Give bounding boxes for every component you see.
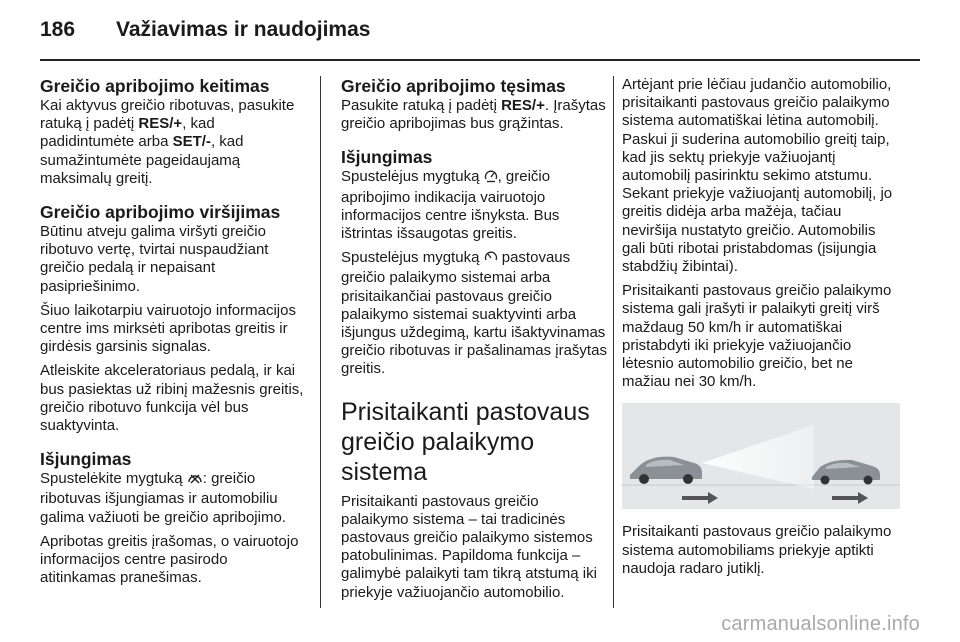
paragraph: Apribotas greitis įrašomas, o vairuotojo informacijos centre pasirodo atitinkamas pranešimas.: [40, 532, 299, 587]
watermark: carmanualsonline.info: [721, 613, 920, 635]
cruise-control-icon: [484, 250, 498, 269]
radar-illustration: [622, 403, 900, 509]
page-number: 186: [40, 18, 76, 41]
speed-limiter-icon: [484, 169, 498, 188]
car-rear-icon: [630, 457, 702, 484]
section-heading: Greičio apribojimo tęsimas: [341, 76, 566, 96]
paragraph: Prisitaikanti pastovaus greičio palaikymo sistema gali įrašyti ir palaikyti greitį virš maždaug 50 km/h ir automatiškai pristabdyti iki priekyje važiuojančio lėtesnio automobilio greičio, bet ne mažiau nei 30 km/h.: [622, 282, 892, 391]
paragraph: Spustelėjus mygtuką pastovaus greičio palaikymo sistemai arba prisitaikančiai pastovaus greičio palaikymo sistemai suaktyvinti arba išjungus uždegimą, kartu išaktyvinamas greičio ribotuvas ir pašalinamas įrašytas greitis.: [341, 249, 607, 378]
section-heading: Greičio apribojimo keitimas: [40, 76, 270, 96]
paragraph: Pasukite ratuką į padėtį RES/+. Įrašytas greičio apribojimas bus grąžintas.: [341, 97, 606, 133]
section-heading: Išjungimas: [341, 147, 433, 168]
car-front-icon: [812, 460, 880, 485]
speedometer-cancel-icon: [187, 471, 203, 490]
paragraph: Spustelėjus mygtuką , greičio apribojimo indikacija vairuotojo informacijos centre išnyksta. Bus ištrintas išsaugotas greitis.: [341, 168, 560, 243]
column-1: [40, 76, 306, 593]
paragraph: Artėjant prie lėčiau judančio automobilio, prisitaikanti pastovaus greičio palaikymo sistema automatiškai lėtina automobilį. Paskui ji suderina automobilio greitį taip, kad jis sektų priekyje važiuojantį automobilį pasirinktu sekimo atstumu. Sekant priekyje važiuojantį automobilį, jo greitis didėja arba mažėja, tačiau neviršija nustatyto greičio. Automobilis gali būti ribotai pristabdomas (įsijungia stabdžių žibintai).: [622, 76, 893, 276]
section-heading: Greičio apribojimo viršijimas: [40, 202, 281, 223]
paragraph: Atleiskite akceleratoriaus pedalą, ir kai bus pasiektas už ribinį mažesnis greitis, greičio ribotuvo funkcija vėl bus suaktyvinta.: [40, 362, 304, 435]
paragraph: Prisitaikanti pastovaus greičio palaikymo sistema automobiliams priekyje aptikti naudoja radaro jutiklį.: [622, 523, 892, 577]
page-title: Važiavimas ir naudojimas: [116, 18, 371, 41]
page-header: [40, 18, 370, 48]
arrow-right-icon: [682, 492, 718, 504]
column-2: [341, 76, 607, 608]
section-heading: Išjungimas: [40, 449, 132, 470]
paragraph: Spustelėkite mygtuką : greičio ribotuvas išjungiamas ir automobiliu galima važiuoti be greičio apribojimo.: [40, 470, 286, 526]
chapter-heading: Prisitaikanti pastovaus greičio palaikymo sistema: [341, 397, 590, 486]
column-divider: [320, 76, 321, 608]
paragraph: Būtinu atveju galima viršyti greičio ribotuvo vertę, tvirtai nuspaudžiant greičio pedalą ir nepaisant pasipriešinimo.: [40, 223, 269, 295]
paragraph: Kai aktyvus greičio ribotuvas, pasukite ratuką į padėtį RES/+, kad padidintumėte arba SET/-, kad sumažintumėte pageidaujamą maksimalų greitį.: [40, 97, 295, 187]
column-3: [622, 76, 900, 584]
column-divider: [613, 76, 614, 608]
arrow-right-icon: [832, 492, 868, 504]
paragraph: Prisitaikanti pastovaus greičio palaikymo sistema – tai tradicinės pastovaus greičio palaikymo sistemos patobulinimas. Papildoma funkcija – galimybė palaikyti tam tikrą atstumą iki priekyje važiuojančio automobilio.: [341, 492, 597, 601]
paragraph: Šiuo laikotarpiu vairuotojo informacijos centre ims mirksėti apribotas greitis ir girdėsis garsinis signalas.: [40, 301, 296, 356]
header-rule: [40, 59, 920, 61]
